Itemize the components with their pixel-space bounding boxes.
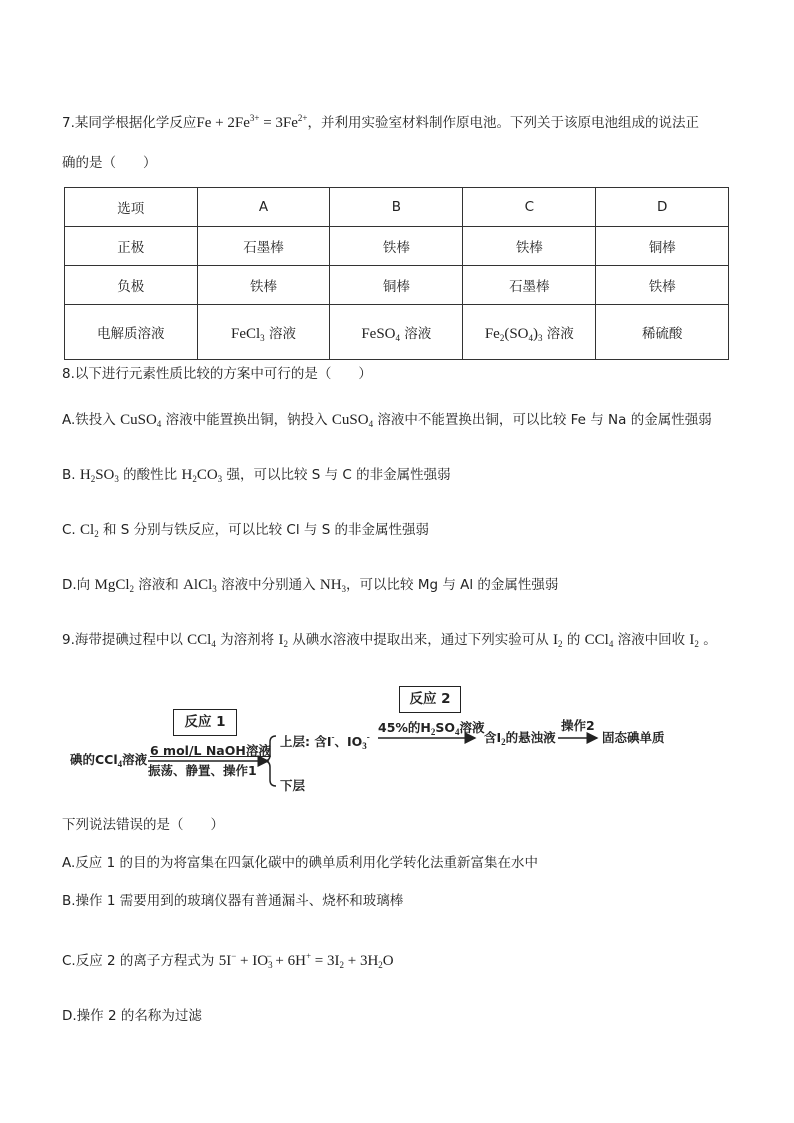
q8-option-a: A.铁投入 CuSO$_4$ 溶液中能置换出铜，钠投入 CuSO$_4$ 溶液中不能置换出铜，可以比较 Fe 与 Na 的金属性强弱: [62, 412, 712, 429]
q8-option-c: C. $Cl_2$ 和 S 分别与铁反应，可以比较 Cl 与 S 的非金属性强弱: [62, 522, 430, 539]
q8-stem: 8.以下进行元素性质比较的方案中可行的是（ ）: [62, 366, 372, 382]
table-cell: 选项: [65, 188, 198, 227]
q9-option-c: C.反应 2 的离子方程式为 $5I^- + IO_3^- + 6H^+ = 3I_2 + 3H_2O$: [62, 951, 394, 970]
table-cell: 铁棒: [463, 227, 596, 266]
upper-layer: 上层: 含I-、$IO_3^-$: [280, 732, 370, 751]
suspension: 含$I_2$的悬浊液: [484, 730, 556, 747]
table-cell: 负极: [65, 266, 198, 305]
table-cell: 正极: [65, 227, 198, 266]
table-cell: D: [596, 188, 729, 227]
table-cell: FeCl$_3$ 溶液: [197, 305, 330, 360]
q7-options-table: [64, 187, 729, 360]
q9-option-d: D.操作 2 的名称为过滤: [62, 1008, 202, 1024]
q9-option-b: B.操作 1 需要用到的玻璃仪器有普通漏斗、烧杯和玻璃棒: [62, 893, 404, 909]
q8-option-b: B. $H_2SO_3$ 的酸性比 $H_2CO_3$ 强，可以比较 S 与 C 的非金属性强弱: [62, 467, 451, 484]
table-cell: 铁棒: [330, 227, 463, 266]
q8-option-d: D.向 MgCl$_2$ 溶液和 AlCl$_3$ 溶液中分别通入 $NH_3$，可以比较 Mg 与 Al 的金属性强弱: [62, 577, 559, 594]
table-cell: C: [463, 188, 596, 227]
q9-stem: 9.海带提碘过程中以 CCl$_4$ 为溶剂将 $I_2$ 从碘水溶液中提取出来，通过下列实验可从 $I_2$ 的 CCl$_4$ 溶液中回收 $I_2$ 。: [62, 632, 717, 649]
table-cell: 铁棒: [197, 266, 330, 305]
table-row-positive: [65, 227, 729, 266]
table-cell: 稀硫酸: [596, 305, 729, 360]
table-cell: $Fe_2(SO_4)_3$ 溶液: [463, 305, 596, 360]
table-cell: FeSO$_4$ 溶液: [330, 305, 463, 360]
reaction1-condition: 振荡、静置、操作1: [148, 763, 257, 778]
reaction2-reagent: 45%的$H_2SO_4$溶液: [378, 720, 485, 737]
reaction2-box: 反应 2: [399, 686, 461, 713]
table-cell: 电解质溶液: [65, 305, 198, 360]
reaction1-reagent: 6 mol/L NaOH溶液: [150, 743, 271, 758]
q7-stem-line1: 7.某同学根据化学反应$Fe + 2Fe^{3+} = 3Fe^{2+}$，并利用实验室材料制作原电池。下列关于该原电池组成的说法正: [62, 113, 699, 131]
table-cell: B: [330, 188, 463, 227]
lower-layer: 下层: [280, 778, 306, 793]
table-cell: 铜棒: [596, 227, 729, 266]
reaction1-box: 反应 1: [173, 709, 237, 736]
q9-question: 下列说法错误的是（ ）: [62, 817, 224, 833]
op2-label: 操作2: [561, 718, 595, 733]
table-cell: 石墨棒: [197, 227, 330, 266]
q9-option-a: A.反应 1 的目的为将富集在四氯化碳中的碘单质利用化学转化法重新富集在水中: [62, 855, 538, 871]
table-row-header: [65, 188, 729, 227]
start-solution: 碘的CCl$_4$溶液: [70, 752, 148, 769]
product: 固态碘单质: [602, 730, 665, 745]
table-cell: A: [197, 188, 330, 227]
q7-stem-line2: 确的是（ ）: [62, 155, 157, 171]
table-cell: 石墨棒: [463, 266, 596, 305]
table-row-negative: [65, 266, 729, 305]
table-row-electrolyte: [65, 305, 729, 360]
table-cell: 铁棒: [596, 266, 729, 305]
table-cell: 铜棒: [330, 266, 463, 305]
